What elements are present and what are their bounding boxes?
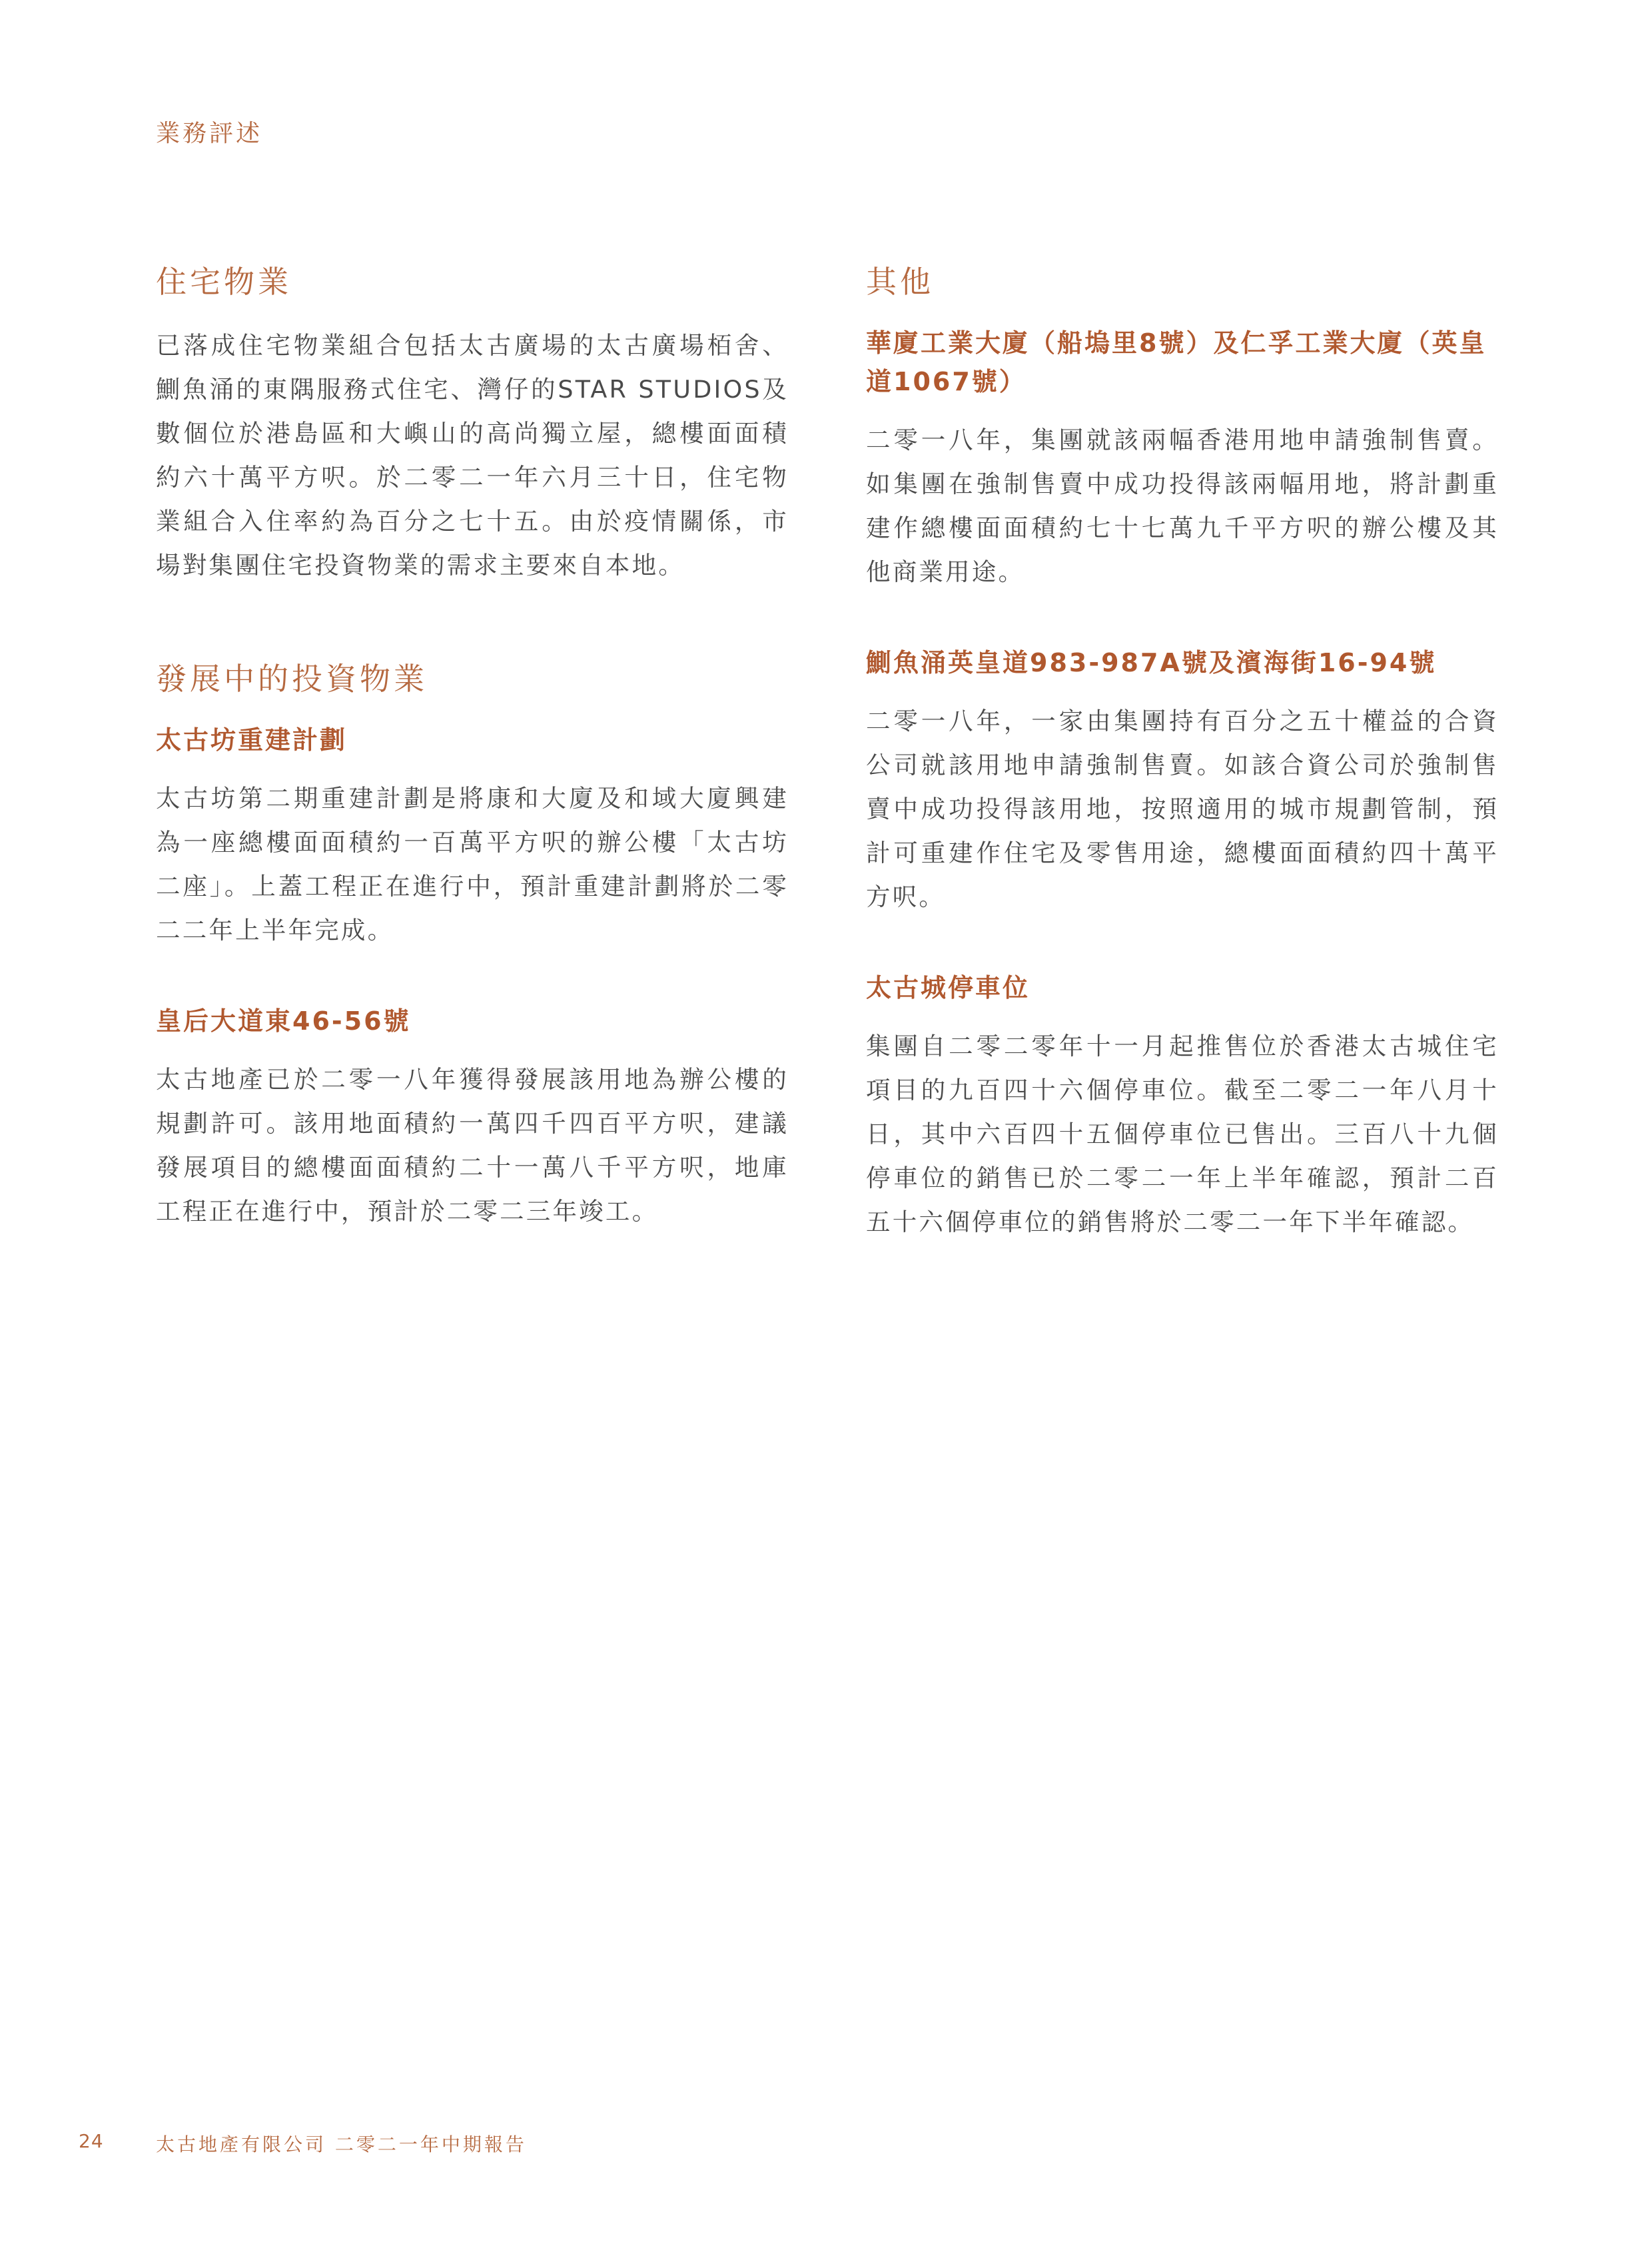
subheading-kings-road: 鰂魚涌英皇道983-987A號及濱海街16-94號 bbox=[866, 648, 1437, 677]
paragraph-queens-road-east: 太古地產已於二零一八年獲得發展該用地為辦公樓的規劃許可。該用地面積約一萬四千四百平方呎，建議發展項目的總樓面面積約二十一萬八千平方呎，地庫工程正在進行中，預計於二零二三年竣工。 bbox=[156, 1065, 789, 1226]
section-heading-development: 發展中的投資物業 bbox=[156, 661, 428, 697]
paragraph-kings-road: 二零一八年，一家由集團持有百分之五十權益的合資公司就該用地申請強制售賣。如該合資公司於強制售賣中成功投得該用地，按照適用的城市規劃管制，預計可重建作住宅及零售用途，總樓面面積約四十萬平方呎。 bbox=[866, 707, 1499, 911]
subheading-wah-ha: 華廈工業大廈（船塢里8號）及仁孚工業大廈（英皇道1067號） bbox=[866, 328, 1487, 396]
page-number: 24 bbox=[79, 2130, 104, 2152]
subheading-taikoo-place: 太古坊重建計劃 bbox=[156, 725, 348, 755]
right-column bbox=[866, 260, 1499, 1244]
running-header: 業務評述 bbox=[156, 120, 263, 147]
paragraph-car-parks: 集團自二零二零年十一月起推售位於香港太古城住宅項目的九百四十六個停車位。截至二零二一年八月十日，其中六百四十五個停車位已售出。三百八十九個停車位的銷售已於二零二一年上半年確認，預計二百五十六個停車位的銷售將於二零二一年下半年確認。 bbox=[866, 1032, 1499, 1236]
left-column bbox=[156, 260, 789, 1234]
paragraph-wah-ha: 二零一八年，集團就該兩幅香港用地申請強制售賣。如集團在強制售賣中成功投得該兩幅用地，將計劃重建作總樓面面積約七十七萬九千平方呎的辦公樓及其他商業用途。 bbox=[866, 426, 1499, 586]
section-heading-residential: 住宅物業 bbox=[156, 264, 292, 300]
page-footer bbox=[79, 2130, 1544, 2157]
footer-report-title: 太古地產有限公司 二零二一年中期報告 bbox=[156, 2133, 527, 2155]
paragraph-taikoo-place: 太古坊第二期重建計劃是將康和大廈及和域大廈興建為一座總樓面面積約一百萬平方呎的辦公樓「太古坊二座」。上蓋工程正在進行中，預計重建計劃將於二零二二年上半年完成。 bbox=[156, 784, 789, 944]
subheading-queens-road-east: 皇后大道東46-56號 bbox=[156, 1006, 411, 1036]
section-heading-others: 其他 bbox=[866, 264, 934, 300]
subheading-car-parks: 太古城停車位 bbox=[866, 973, 1031, 1002]
paragraph-residential: 已落成住宅物業組合包括太古廣場的太古廣場栢舍、鰂魚涌的東隅服務式住宅、灣仔的STAR STUDIOS及數個位於港島區和大嶼山的高尚獨立屋，總樓面面積約六十萬平方呎。於二零二一年六月三十日，住宅物業組合入住率約為百分之七十五。由於疫情關係，市場對集團住宅投資物業的需求主要來自本地。 bbox=[156, 331, 789, 579]
